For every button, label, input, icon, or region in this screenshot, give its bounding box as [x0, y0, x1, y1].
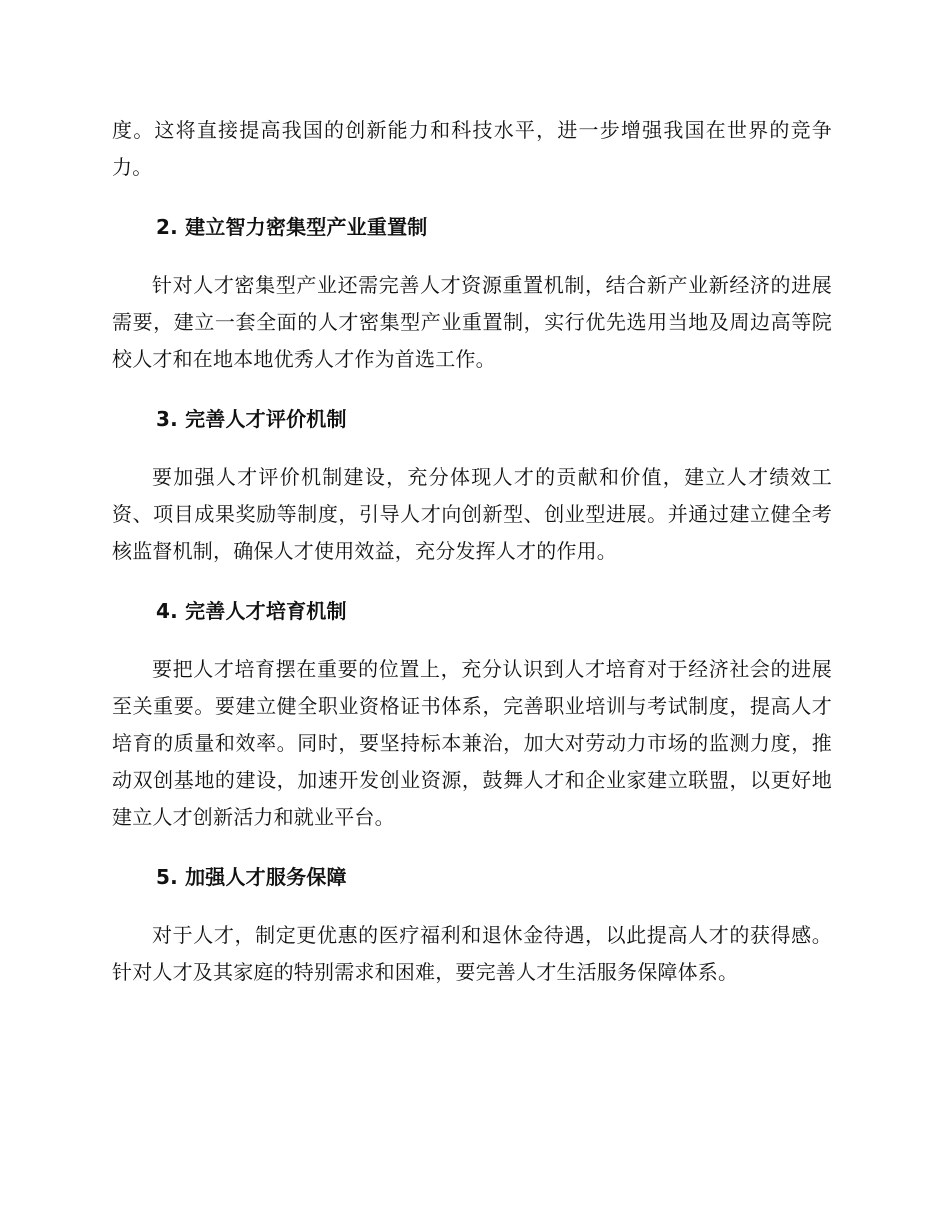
section-body-3: 要加强人才评价机制建设，充分体现人才的贡献和价值，建立人才绩效工资、项目成果奖励等制度，引导人才向创新型、创业型进展。并通过建立健全考核监督机制，确保人才使用效益，充分发挥人才的作用。: [112, 465, 832, 563]
section-body-2: 针对人才密集型产业还需完善人才资源重置机制，结合新产业新经济的进展需要，建立一套全面的人才密集型产业重置制，实行优先选用当地及周边高等院校人才和在地本地优秀人才作为首选工作。: [112, 273, 832, 371]
continuation-paragraph: 度。这将直接提高我国的创新能力和科技水平，进一步增强我国在世界的竞争力。: [112, 118, 832, 179]
section-heading-2: 2. 建立智力密集型产业重置制: [156, 215, 428, 239]
section-heading-4: 4. 完善人才培育机制: [156, 599, 347, 623]
section-body-5: 对于人才，制定更优惠的医疗福利和退休金待遇，以此提高人才的获得感。针对人才及其家庭的特别需求和困难，要完善人才生活服务保障体系。: [112, 923, 832, 984]
section-body-4: 要把人才培育摆在重要的位置上，充分认识到人才培育对于经济社会的进展至关重要。要建立健全职业资格证书体系，完善职业培训与考试制度，提高人才培育的质量和效率。同时，要坚持标本兼治，加大对劳动力市场的监测力度，推动双创基地的建设，加速开发创业资源，鼓舞人才和企业家建立联盟，以更好地建立人才创新活力和就业平台。: [112, 657, 832, 829]
section-heading-5: 5. 加强人才服务保障: [156, 865, 347, 889]
document-body: [112, 112, 832, 991]
section-heading-3: 3. 完善人才评价机制: [156, 407, 347, 431]
